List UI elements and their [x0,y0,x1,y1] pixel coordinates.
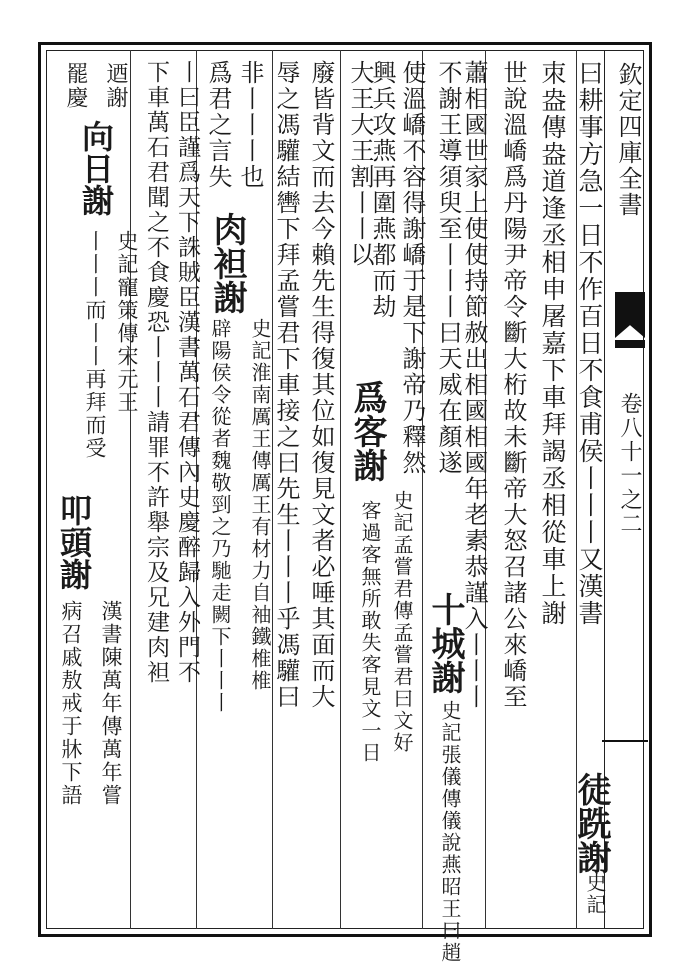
heading-tuxian: 徒跣謝 [571,772,611,874]
routanxie-note: 史記淮南厲王傳厲王有材力自袖鐵椎椎 [248,318,272,692]
text-column-11: 非丨丨丨也 [236,60,264,190]
margin-volume: 卷八十一之二 [617,392,642,536]
heading-routanxie: 肉袒謝 [207,212,247,314]
weikexie-text: 客過客無所敢失客見文一日 [358,500,382,764]
text-column-3: 世說溫嶠爲丹陽尹帝令斷大桁故未斷帝大怒召諸公來嶠至 [499,60,527,710]
text-column-1: 曰耕事方急一日不作百日不食甫侯丨丨丨又漢書 [575,60,604,627]
margin-title: 欽定四庫全書 [614,62,642,218]
text-column-17: 罷慶 [63,62,88,110]
xiangrixie-note: 史記寵策傳宋元王 [115,230,139,414]
text-column-2: 朿盎傳盎道逢丞相申屠嘉下車拜謁丞相從車上謝 [538,60,567,627]
heading-koutouxie: 叩頭謝 [55,494,93,590]
text-column-16: 迺謝 [103,62,128,110]
text-column-6: 使溫嶠不容得謝嶠于是下謝帝乃釋然 [398,60,426,476]
koutouxie-text: 病召戚敖戒于牀下語 [59,600,83,807]
heading-xiangrixie: 向日謝 [77,120,115,216]
text-column-7: 興兵攻燕再圍燕都而劫 [368,60,396,320]
margin-rule [602,740,648,742]
heading-shicheng: 十城謝 [425,592,465,694]
text-column-12: 爲君之言失 [204,60,232,190]
routanxie-text: 辟陽侯令從者魏敬剄之乃馳走闕下丨丨丨 [208,318,232,714]
koutouxie-note: 漢書陳萬年傳萬年嘗 [99,600,123,807]
xiangrixie-text: 丨丨丨而丨丨再拜而受 [83,230,107,460]
text-column-14: 下車萬石君聞之不食慶恐丨丨丨請罪不許舉宗及兄建肉袒 [143,60,169,685]
text-column-8: 大王大王割丨丨以 [346,60,374,268]
fishtail-bar-icon [615,340,645,348]
text-column-9: 廢皆背文而去今賴先生得復其位如復見文者必唾其面而大 [307,60,335,710]
heading-weikexie: 爲客謝 [347,380,387,482]
heading-tuxian-note: 史記 [583,872,607,916]
column-rule [340,50,341,929]
heading-shicheng-note: 史記張儀傳儀說燕昭王曰趙 [438,700,462,964]
text-column-4: 蕭相國世家上使使持節赦出相國相國年老素恭謹入丨丨丨 [460,60,488,710]
text-column-13: 丨曰臣謹爲天下誅賊臣漢書萬石君傳內史慶醉歸入外門不 [174,60,200,685]
weikexie-note: 史記孟嘗君傳孟嘗君曰文好 [390,490,414,754]
text-column-5: 不謝王導須臾至丨丨丨曰天威在顏遂 [434,60,462,476]
column-rule [130,50,131,929]
text-column-10: 辱之馮驩結轡下拜孟嘗君下車接之曰先生丨丨丨乎馮驩曰 [272,60,300,710]
